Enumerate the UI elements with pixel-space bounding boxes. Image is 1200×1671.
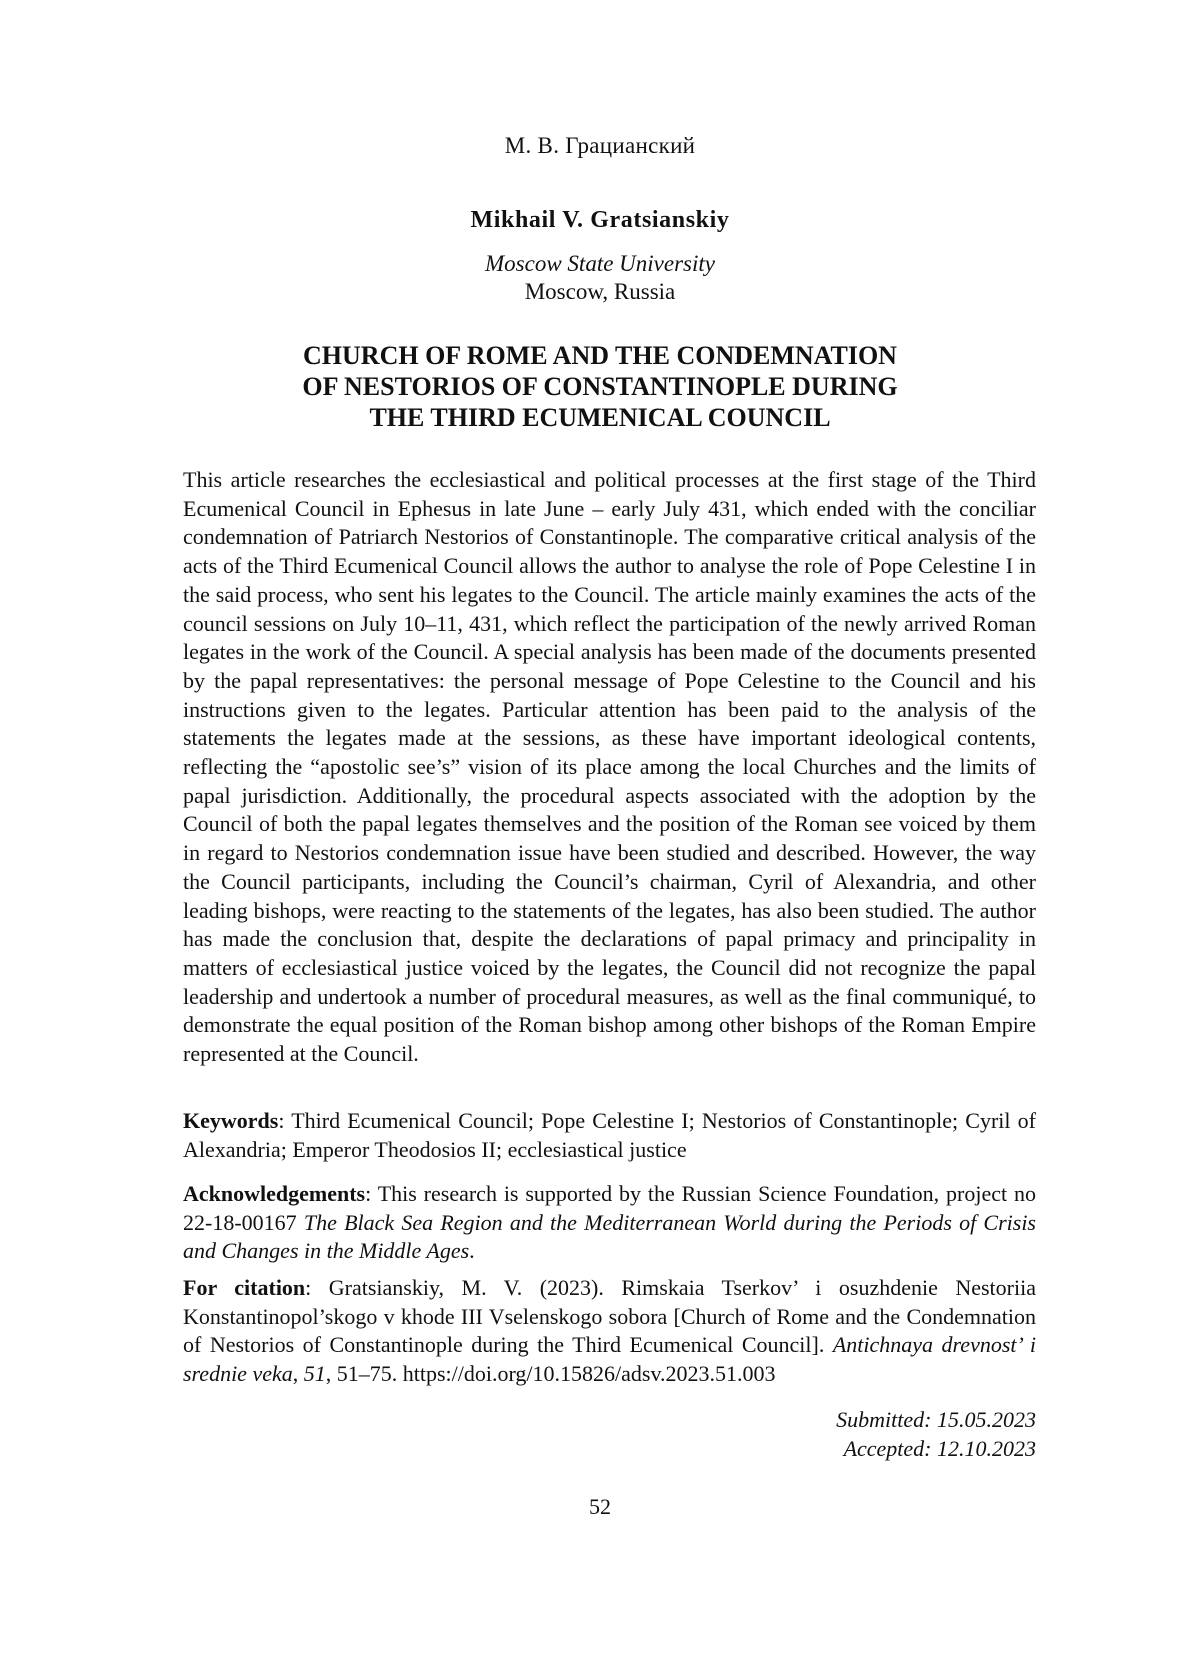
author-name: Mikhail V. Gratsianskiy bbox=[470, 207, 730, 233]
submission-dates bbox=[183, 1405, 1036, 1463]
keywords-text: : Third Ecumenical Council; Pope Celestine I; Nestorios of Constantinople; Cyril of Alexandria; Emperor Theodosios II; ecclesiastical justice bbox=[183, 1108, 1036, 1162]
article-title-line: THE THIRD ECUMENICAL COUNCIL bbox=[369, 403, 831, 432]
acknowledgements-paragraph bbox=[183, 1180, 1036, 1266]
running-header-author: М. В. Грацианский bbox=[504, 133, 696, 158]
page-number: 52 bbox=[589, 1494, 611, 1519]
citation-journal: Antichnaya drevnost’ i srednie veka bbox=[183, 1332, 1037, 1387]
citation-text: : Gratsianskiy, M. V. (2023). Rimskaia Tserkov’ i osuzhdenie Nestoriia Konstantinopol’skogo v khode III Vselenskogo sobora [Church of Rome and the Condemnation of Nestorios of Constantinople during the Third Ecumenical Council]. bbox=[183, 1275, 1036, 1358]
citation-label: For citation bbox=[183, 1275, 306, 1300]
keywords-paragraph bbox=[183, 1107, 1036, 1164]
keywords-label: Keywords bbox=[183, 1108, 279, 1133]
citation-separator: , bbox=[292, 1361, 304, 1387]
acknowledgements-text: : This research is supported by the Russian Science Foundation, project no 22-18-00167 bbox=[183, 1181, 1036, 1235]
acknowledgements-label: Acknowledgements bbox=[183, 1181, 366, 1206]
accepted-date: Accepted: 12.10.2023 bbox=[843, 1436, 1036, 1461]
abstract: This article researches the ecclesiastical and political processes at the first stage of the Third Ecumenical Council in Ephesus in late June – early July 431, which ended with the conciliar condemnation of Patriarch Nestorios of Constantinople. The comparative critical analysis of the acts of the Third Ecumenical Council allows the author to analyse the role of Pope Celestine I in the said process, who sent his legates to the Council. The article mainly examines the acts of the council sessions on July 10–11, 431, which reflect the participation of the newly arrived Roman legates in the work of the Council. A special analysis has been made of the documents presented by the papal representatives: the personal message of Pope Celestine to the Council and his instructions given to the legates. Particular attention has been paid to the analysis of the statements the legates made at the sessions, as these have important ideological contents, reflecting the “apostolic see’s” vision of its place among the local Churches and the limits of papal jurisdiction. Additionally, the procedural aspects associated with the adoption by the Council of both the papal legates themselves and the position of the Roman see voiced by them in regard to Nestorios condemnation issue have been studied and described. However, the way the Council participants, including the Council’s chairman, Cyril of Alexandria, and other leading bishops, were reacting to the statements of the legates, has also been studied. The author has made the conclusion that, despite the declarations of papal primacy and principality in matters of ecclesiastical justice voiced by the legates, the Council did not recognize the papal leadership and undertook a number of procedural measures, as well as the final communiqué, to demonstrate the equal position of the Roman bishop among other bishops of the Roman Empire represented at the Council. bbox=[183, 467, 1036, 1067]
author-affiliation: Moscow State University bbox=[485, 251, 715, 276]
citation-volume: 51 bbox=[303, 1361, 326, 1387]
author-location: Moscow, Russia bbox=[524, 279, 676, 304]
project-title: The Black Sea Region and the Mediterranean World during the Periods of Crisis and Changes in the Middle Ages bbox=[183, 1209, 1036, 1264]
acknowledgements-end: . bbox=[469, 1238, 475, 1264]
citation-paragraph bbox=[183, 1274, 1036, 1389]
article-title-line: OF NESTORIOS OF CONSTANTINOPLE DURING bbox=[302, 372, 898, 401]
article-title bbox=[150, 340, 1050, 433]
submitted-date: Submitted: 15.05.2023 bbox=[836, 1407, 1036, 1432]
citation-rest: , 51–75. https://doi.org/10.15826/adsv.2023.51.003 bbox=[325, 1361, 776, 1387]
article-title-line: CHURCH OF ROME AND THE CONDEMNATION bbox=[303, 341, 897, 370]
